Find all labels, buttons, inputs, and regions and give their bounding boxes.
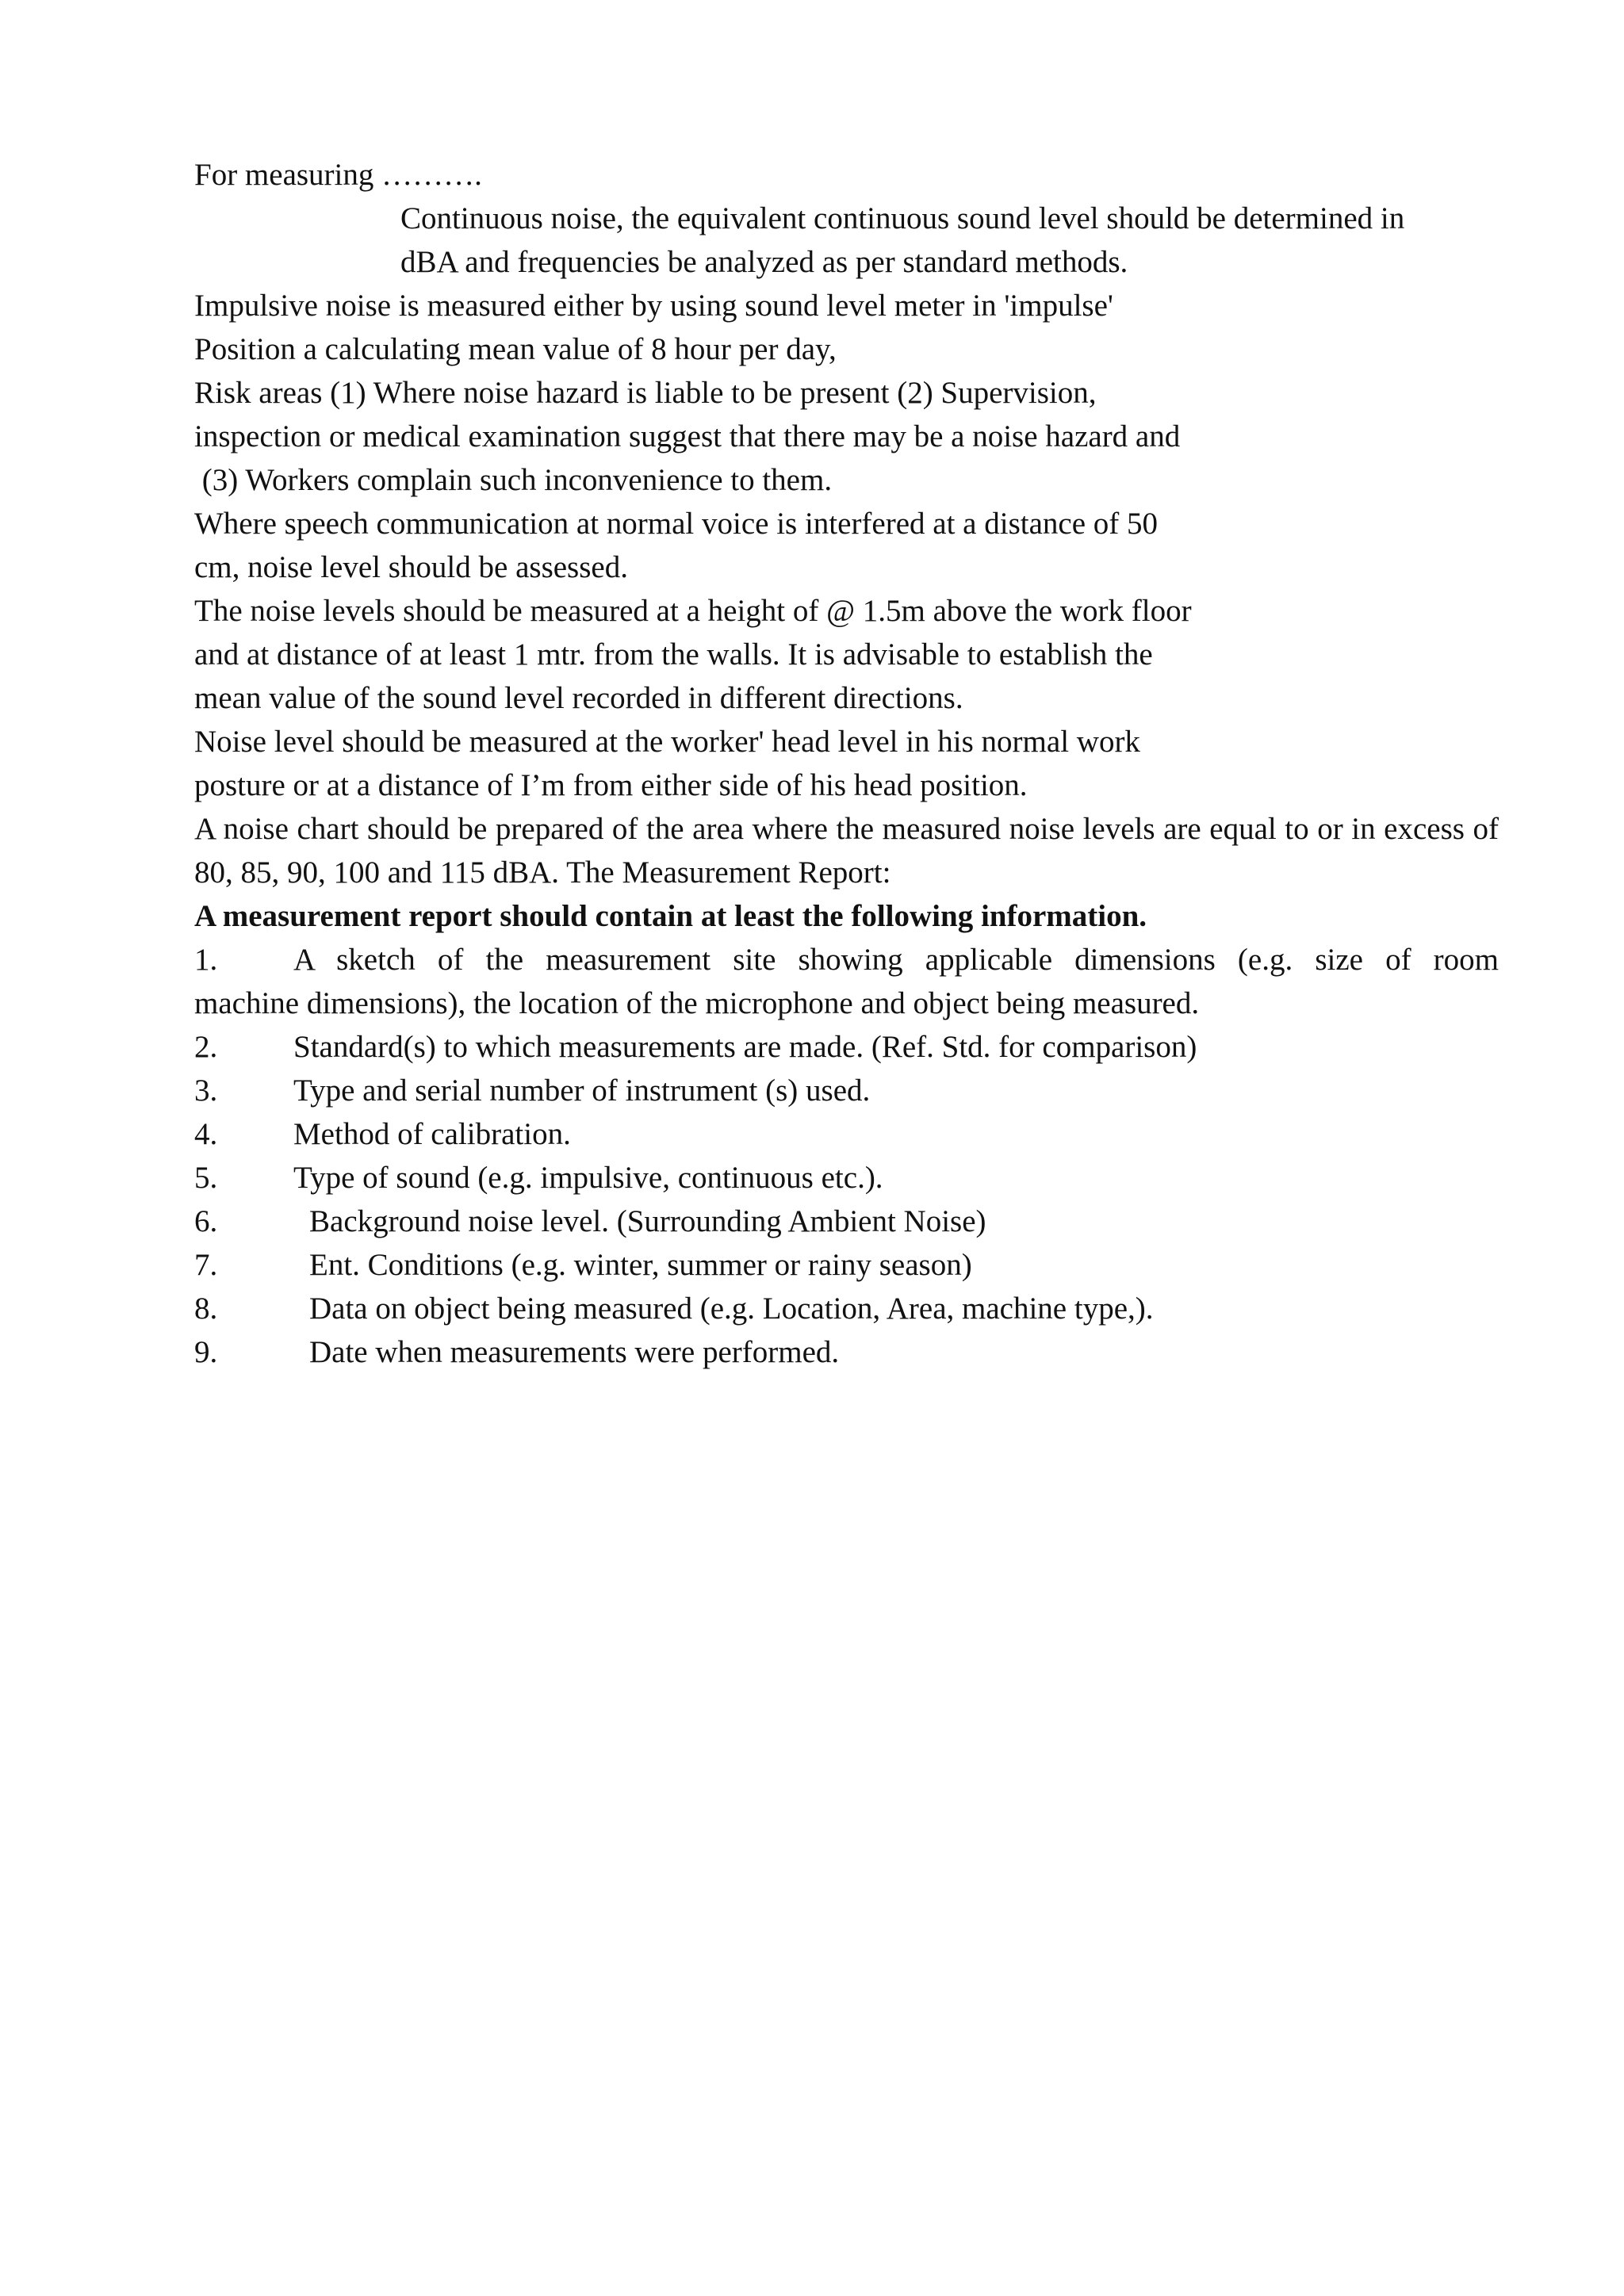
body-line: (3) Workers complain such inconvenience to them. (194, 463, 833, 497)
list-item (194, 1025, 1499, 1069)
body-line: cm, noise level should be assessed. (194, 550, 628, 584)
list-item-number: 6. (194, 1204, 218, 1238)
indented-line-1: Continuous noise, the equivalent continuous sound level should be determined in (400, 201, 1405, 235)
list-item (194, 1112, 1499, 1156)
document-body (194, 153, 1499, 1374)
list-item (194, 1243, 1499, 1287)
list-item-text: Background noise level. (Surrounding Ambient Noise) (309, 1204, 986, 1238)
list-item (194, 1200, 1499, 1243)
list-item-text: Date when measurements were performed. (309, 1335, 840, 1369)
list-item (194, 938, 1499, 982)
body-line: Noise level should be measured at the worker' head level in his normal work (194, 725, 1140, 759)
list-item-text: Type and serial number of instrument (s) used. (293, 1073, 871, 1108)
list-item-number: 3. (194, 1073, 218, 1108)
body-line: The noise levels should be measured at a height of @ 1.5m above the work floor (194, 594, 1192, 628)
intro-line: For measuring ………. (194, 158, 482, 192)
list-item-number: 4. (194, 1117, 218, 1151)
indented-line-2: dBA and frequencies be analyzed as per standard methods. (400, 245, 1128, 279)
body-line: mean value of the sound level recorded in different directions. (194, 681, 963, 715)
list-item-number: 2. (194, 1030, 218, 1064)
list-item-number: 5. (194, 1161, 218, 1195)
list-item-text: A sketch of the measurement site showing applicable dimensions (e.g. size of room (293, 943, 1499, 977)
list-item-number: 1. (194, 943, 218, 977)
body-line: Position a calculating mean value of 8 hour per day, (194, 332, 837, 366)
list-item-text: Standard(s) to which measurements are made. (Ref. Std. for comparison) (293, 1030, 1197, 1064)
body-line: Risk areas (1) Where noise hazard is liable to be present (2) Supervision, (194, 376, 1097, 410)
list-item-text: Type of sound (e.g. impulsive, continuous etc.). (293, 1161, 883, 1195)
list-item (194, 1287, 1499, 1330)
body-line: posture or at a distance of I’m from either side of his head position. (194, 768, 1028, 802)
list-item (194, 1069, 1499, 1112)
body-line: Impulsive noise is measured either by using sound level meter in 'impulse' (194, 289, 1113, 323)
list-item-number: 8. (194, 1292, 218, 1326)
list-item-number: 9. (194, 1335, 218, 1369)
list-item-text: Data on object being measured (e.g. Location, Area, machine type,). (309, 1292, 1154, 1326)
list-item-text: Method of calibration. (293, 1117, 571, 1151)
noise-chart-paragraph: A noise chart should be prepared of the area where the measured noise levels are equal to or in excess of 80, 85, 90, 100 and 115 dBA. The Measurement Report: (194, 812, 1499, 890)
list-item-continuation: machine dimensions), the location of the microphone and object being measured. (194, 986, 1200, 1020)
report-heading: A measurement report should contain at least the following information. (194, 899, 1147, 933)
body-line: Where speech communication at normal voice is interfered at a distance of 50 (194, 507, 1158, 541)
list-item (194, 1330, 1499, 1374)
report-list (194, 938, 1499, 1374)
list-item-text: Ent. Conditions (e.g. winter, summer or rainy season) (309, 1248, 972, 1282)
body-line: inspection or medical examination suggest that there may be a noise hazard and (194, 419, 1181, 453)
list-item (194, 1156, 1499, 1200)
list-item-number: 7. (194, 1248, 218, 1282)
body-line: and at distance of at least 1 mtr. from the walls. It is advisable to establish the (194, 637, 1153, 672)
